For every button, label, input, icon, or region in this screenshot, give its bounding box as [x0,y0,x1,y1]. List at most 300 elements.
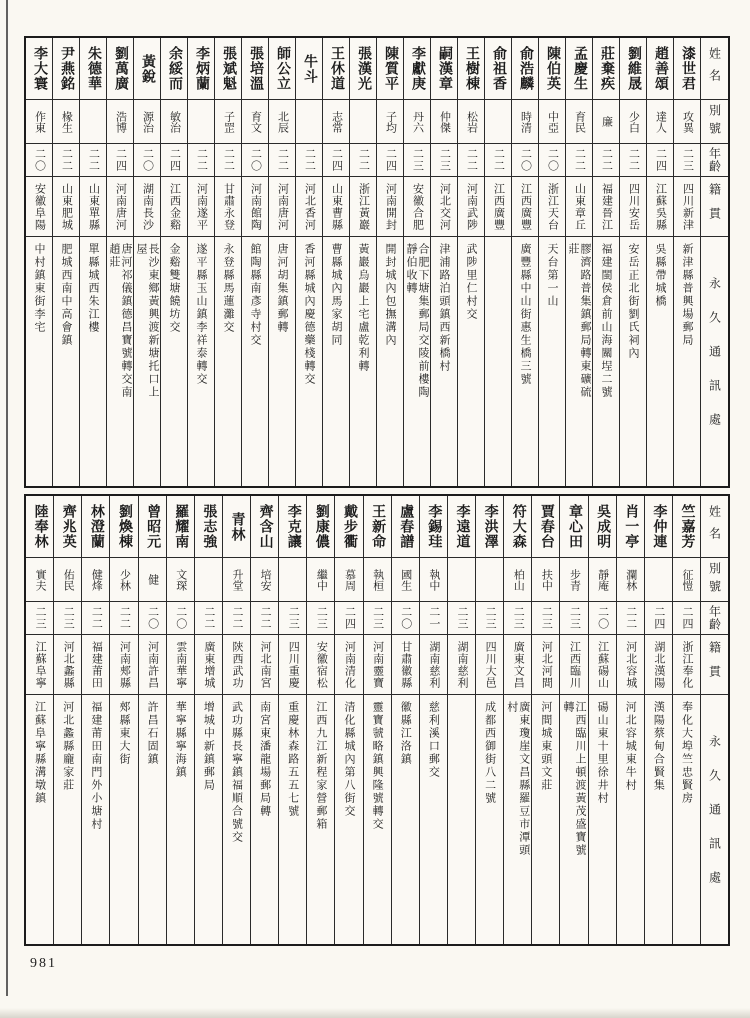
alias-cell [350,100,376,144]
age-text: 二〇 [174,606,187,630]
name-cell [215,38,241,100]
native-cell [476,635,503,695]
address-text: 肥城西南中高會鎮 [60,243,72,347]
age-cell [560,602,587,635]
native-text: 河南武陟 [465,182,478,231]
address-text: 安岳正北街劉氏祠內 [627,243,639,360]
native-cell [82,635,109,695]
native-text: 四川重慶 [287,640,300,689]
name-text: 吳成明 [595,504,611,549]
name-cell [188,38,214,100]
alias-cell [307,558,334,602]
alias-cell [161,100,187,144]
name-cell [589,496,616,558]
age-cell [377,144,403,177]
entry-column [646,38,673,486]
age-cell [188,144,214,177]
age-cell [82,602,109,635]
alias-cell [431,100,457,144]
native-cell [560,635,587,695]
address-text: 河間城東頭文莊 [539,701,552,792]
native-text: 安徽宿松 [315,640,328,689]
alias-cell [593,100,619,144]
entry-column [26,38,52,486]
native-cell [161,177,187,237]
native-text: 河南唐河 [114,182,127,231]
name-cell [80,38,106,100]
entry-column [538,38,565,486]
header-label-name: 姓名 [707,46,722,91]
address-cell [647,237,673,486]
entry-column [588,496,616,944]
page-number: 981 [30,956,57,971]
age-cell [161,144,187,177]
native-cell [392,635,419,695]
name-text: 李大寰 [32,46,47,91]
name-cell [53,38,79,100]
alias-text: 實夫 [34,568,47,591]
header-label-address: 永久通訊處 [707,734,722,905]
native-cell [80,177,106,237]
address-text: 徽縣江洛鎮 [399,701,412,766]
name-cell [335,496,362,558]
alias-cell [134,100,160,144]
entry-column [349,38,376,486]
name-cell [350,38,376,100]
alias-cell [512,100,538,144]
name-text: 李炳蘭 [194,46,209,91]
name-text: 章心田 [566,504,582,549]
address-cell [420,695,447,944]
alias-text: 育民 [573,110,586,133]
native-cell [645,635,672,695]
address-text: 吳縣帶城橋 [654,243,666,308]
entry-column [484,38,511,486]
age-text: 二〇 [33,148,46,172]
entry-column [565,38,592,486]
address-cell [279,695,306,944]
age-text: 二二 [465,148,478,172]
age-cell [364,602,391,635]
name-cell [620,38,646,100]
native-text: 江蘇碭山 [596,640,609,689]
alias-cell [377,100,403,144]
name-text: 俞浩麟 [518,46,533,91]
native-cell [223,635,250,695]
native-text: 浙江天台 [546,182,559,231]
name-cell [458,38,484,100]
age-text: 二二 [259,606,272,630]
native-cell [364,635,391,695]
name-cell [269,38,295,100]
address-text: 新津縣普興場郵局 [681,243,693,347]
age-text: 二二 [60,148,73,172]
alias-text: 時清 [519,110,532,133]
name-text: 黃銳 [140,53,155,84]
alias-cell [476,558,503,602]
entry-column [531,496,559,944]
native-text: 河北河間 [540,640,553,689]
name-text: 李克讓 [285,504,301,549]
address-text: 奉化大埠竺忠賢房 [680,701,693,805]
name-text: 齊兆英 [60,504,76,549]
alias-cell [242,100,268,144]
age-text: 二二 [222,148,235,172]
native-text: 河南靈寶 [371,640,384,689]
header-cell-alias [701,100,728,144]
alias-cell [485,100,511,144]
address-text: 福建閩侯倉前山海關埕二號 [600,243,612,399]
address-text: 單縣城西朱江樓 [87,243,99,334]
alias-cell [82,558,109,602]
native-cell [134,177,160,237]
age-text: 二四 [114,148,127,172]
age-text: 二〇 [141,148,154,172]
age-text: 二〇 [546,148,559,172]
name-text: 曾昭元 [145,504,161,549]
scan-edge-artifact-bottom [0,1008,750,1018]
age-cell [485,144,511,177]
native-cell [404,177,430,237]
name-text: 陸奉林 [32,504,48,549]
age-cell [26,144,52,177]
address-text: 江西臨川上頓渡黃茂盛寶號轉 [561,701,586,857]
address-text: 江蘇阜寧縣溝墩鎮 [33,701,46,805]
name-text: 劉萬廣 [113,46,128,91]
name-text: 王休道 [329,46,344,91]
native-text: 江蘇阜寧 [34,640,47,689]
age-text: 二三 [34,606,47,630]
header-label-native: 籍貫 [707,182,722,231]
name-cell [26,496,53,558]
alias-cell [458,100,484,144]
alias-cell [335,558,362,602]
age-cell [134,144,160,177]
address-text: 清化縣城內第八街交 [342,701,355,818]
native-text: 江西廣豐 [492,182,505,231]
name-text: 王樹棟 [464,46,479,91]
age-text: 二二 [90,606,103,630]
native-cell [110,635,137,695]
native-cell [139,635,166,695]
address-cell [504,695,531,944]
native-text: 河南遂平 [195,182,208,231]
address-text: 金谿雙塘饒坊交 [168,243,180,334]
alias-text: 松岩 [465,110,478,133]
alias-cell [110,558,137,602]
alias-text: 國生 [399,568,412,591]
age-cell [589,602,616,635]
address-text: 福建莆田南門外小塘村 [89,701,102,831]
address-cell [458,237,484,486]
native-cell [167,635,194,695]
native-text: 浙江黃巖 [357,182,370,231]
alias-text: 子罡 [222,110,235,133]
native-cell [617,635,644,695]
address-text: 曹縣城內馬家胡同 [330,243,342,347]
name-cell [242,38,268,100]
alias-cell [269,100,295,144]
native-text: 安徽合肥 [411,182,424,231]
header-cell-native [701,635,728,695]
address-cell [560,695,587,944]
address-cell [139,695,166,944]
name-text: 孟慶生 [572,46,587,91]
address-text: 許昌石固鎮 [146,701,159,766]
alias-text: 扶中 [540,568,553,591]
address-cell [512,237,538,486]
name-text: 莊棄疾 [599,46,614,91]
address-cell [110,695,137,944]
name-text: 林澄蘭 [88,504,104,549]
entry-column [109,496,137,944]
age-text: 二四 [652,606,665,630]
age-text: 二〇 [399,606,412,630]
entry-column [672,496,700,944]
alias-cell [566,100,592,144]
alias-text: 達人 [654,110,667,133]
alias-text: 育文 [249,110,262,133]
entry-column [322,38,349,486]
name-text: 竺嘉芳 [679,504,695,549]
age-text: 二〇 [249,148,262,172]
age-text: 二二 [573,148,586,172]
native-cell [539,177,565,237]
age-text: 二二 [87,148,100,172]
native-text: 四川安岳 [627,182,640,231]
name-cell [512,38,538,100]
name-text: 劉煥棟 [116,504,132,549]
age-cell [512,144,538,177]
header-label-age: 年齡 [707,605,722,631]
address-cell [476,695,503,944]
address-cell [539,237,565,486]
age-text: 二二 [195,148,208,172]
address-text: 河北蠡縣龐家莊 [61,701,74,792]
native-cell [593,177,619,237]
header-cell-address [701,237,728,486]
alias-cell [54,558,81,602]
age-cell [242,144,268,177]
entry-column [26,496,53,944]
name-text: 牛斗 [302,53,317,84]
age-text: 二三 [512,606,525,630]
name-cell [107,38,133,100]
address-text: 廣東瓊崖文昌縣羅豆市潭頭村 [505,701,530,857]
address-text: 成都西御街八二號 [483,701,496,805]
address-text: 增城中新鎮郵局 [202,701,215,792]
age-cell [54,602,81,635]
address-cell [215,237,241,486]
field-header-column-bottom [700,496,728,944]
alias-text: 佑民 [62,568,75,591]
alias-cell [279,558,306,602]
age-cell [504,602,531,635]
alias-text: 浩博 [114,110,127,133]
native-cell [458,177,484,237]
alias-text: 健烽 [90,568,103,591]
age-text: 二四 [384,148,397,172]
alias-cell [674,100,700,144]
name-text: 陳質平 [383,46,398,91]
name-text: 王新命 [370,504,386,549]
native-text: 江西金谿 [168,182,181,231]
entry-column [503,496,531,944]
address-cell [242,237,268,486]
age-text: 二四 [168,148,181,172]
alias-text: 少林 [118,568,131,591]
age-cell [392,602,419,635]
entry-column [475,496,503,944]
alias-cell [504,558,531,602]
native-cell [647,177,673,237]
address-text: 華寧縣寧海鎮 [174,701,187,779]
name-cell [448,496,475,558]
address-text: 武陟里仁村交 [465,243,477,321]
name-cell [82,496,109,558]
age-cell [195,602,222,635]
address-cell [134,237,160,486]
native-text: 福建莆田 [90,640,103,689]
address-text: 唐河祁儀鎮德昌寶號轉交南趙莊 [108,243,132,399]
name-cell [279,496,306,558]
name-text: 李仲連 [651,504,667,549]
address-cell [364,695,391,944]
native-text: 河南唐河 [276,182,289,231]
alias-cell [589,558,616,602]
alias-cell [620,100,646,144]
address-cell [448,695,475,944]
native-text: 河北香河 [303,182,316,231]
field-header-column-top [700,38,728,486]
name-cell [420,496,447,558]
age-cell [26,602,53,635]
entry-column [268,38,295,486]
name-cell [139,496,166,558]
alias-cell [420,558,447,602]
alias-cell [647,100,673,144]
address-cell [269,237,295,486]
alias-cell [539,100,565,144]
entry-column [79,38,106,486]
age-cell [476,602,503,635]
address-cell [673,695,700,944]
alias-text: 柏山 [512,568,525,591]
native-cell [566,177,592,237]
address-cell [296,237,322,486]
age-text: 二二 [492,148,505,172]
age-cell [139,602,166,635]
age-text: 二一 [427,606,440,630]
age-text: 二三 [62,606,75,630]
header-cell-name [701,38,728,100]
native-text: 河南開封 [384,182,397,231]
native-cell [53,177,79,237]
alias-text: 攻異 [681,110,694,133]
native-cell [269,177,295,237]
entry-column [457,38,484,486]
name-text: 俞祖香 [491,46,506,91]
alias-text: 敏治 [168,110,181,133]
age-cell [620,144,646,177]
address-cell [251,695,278,944]
name-cell [539,38,565,100]
entry-column [447,496,475,944]
address-cell [645,695,672,944]
age-cell [566,144,592,177]
age-cell [431,144,457,177]
native-cell [215,177,241,237]
name-text: 陳伯英 [545,46,560,91]
name-cell [195,496,222,558]
scan-edge-artifact-left [6,0,8,996]
native-cell [251,635,278,695]
age-cell [269,144,295,177]
address-text: 碭山東十里徐井村 [596,701,609,805]
native-cell [589,635,616,695]
header-label-age: 年齡 [707,147,722,173]
alias-text: 瀾林 [624,568,637,591]
native-text: 陝西武功 [230,640,243,689]
native-text: 山東肥城 [60,182,73,231]
alias-cell [188,100,214,144]
alias-text: 作東 [33,110,46,133]
name-cell [566,38,592,100]
native-cell [107,177,133,237]
header-label-address: 永久通訊處 [707,276,722,447]
native-cell [26,635,53,695]
address-text: 合肥下塘集郵局交陵前樓陶靜伯收轉 [405,243,429,399]
native-cell [431,177,457,237]
native-text: 雲南華寧 [174,640,187,689]
address-cell [674,237,700,486]
native-cell [512,177,538,237]
alias-text: 升堂 [230,568,243,591]
alias-cell [26,558,53,602]
alias-cell [215,100,241,144]
native-cell [674,177,700,237]
native-text: 河南許昌 [146,640,159,689]
alias-text: 源治 [141,110,154,133]
entry-column [278,496,306,944]
alias-text: 北辰 [276,110,289,133]
name-cell [504,496,531,558]
name-text: 青林 [229,511,245,542]
address-cell [223,695,250,944]
address-cell [620,237,646,486]
native-text: 河南清化 [343,640,356,689]
address-text: 慈利溪口郵交 [427,701,440,779]
entry-column [194,496,222,944]
name-cell [476,496,503,558]
name-text: 李洪澤 [482,504,498,549]
native-text: 甘肅永登 [222,182,235,231]
name-cell [296,38,322,100]
native-cell [420,635,447,695]
address-text: 遂平縣玉山鎮李祥泰轉交 [195,243,207,386]
alias-cell [560,558,587,602]
native-text: 河北蠡縣 [62,640,75,689]
address-cell [82,695,109,944]
name-text: 劉康儂 [313,504,329,549]
alias-cell [167,558,194,602]
name-cell [674,38,700,100]
age-cell [458,144,484,177]
name-text: 師公立 [275,46,290,91]
entry-column [391,496,419,944]
native-text: 湖北漢陽 [652,640,665,689]
age-cell [404,144,430,177]
